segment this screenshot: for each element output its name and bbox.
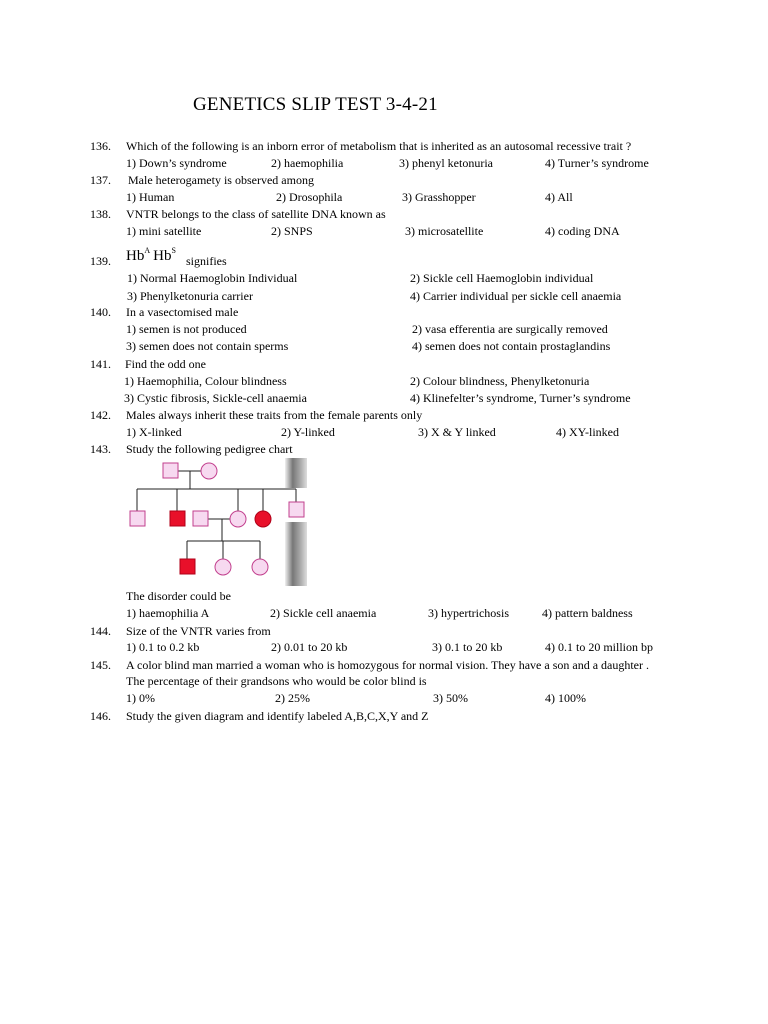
male-normal <box>289 502 304 517</box>
question-text: In a vasectomised male <box>126 305 239 319</box>
option-4: 4) pattern baldness <box>542 606 633 620</box>
option-4: 4) Turner’s syndrome <box>545 156 649 170</box>
scan-shadow <box>285 458 307 488</box>
question-number: 139. <box>90 254 111 268</box>
option-2: 2) Y-linked <box>281 425 335 439</box>
option-3: 3) Grasshopper <box>402 190 476 204</box>
female-normal <box>230 511 246 527</box>
option-1: 1) Normal Haemoglobin Individual <box>127 271 298 285</box>
option-1: 1) haemophilia A <box>126 606 210 620</box>
male-affected <box>170 511 185 526</box>
question-number: 138. <box>90 207 111 221</box>
question-text: Male heterogamety is observed among <box>128 173 314 187</box>
option-3: 3) Cystic fibrosis, Sickle-cell anaemia <box>124 391 307 405</box>
question-number: 136. <box>90 139 111 153</box>
option-3: 3) Phenylketonuria carrier <box>127 289 253 303</box>
question-text: Study the following pedigree chart <box>126 442 293 456</box>
option-1: 1) X-linked <box>126 425 182 439</box>
male-normal <box>163 463 178 478</box>
option-1: 1) mini satellite <box>126 224 202 238</box>
question-number: 143. <box>90 442 111 456</box>
question-text: A color blind man married a woman who is homozygous for normal vision. They have a son and a daughter . <box>126 658 649 672</box>
option-1: 1) 0.1 to 0.2 kb <box>126 640 200 654</box>
question-number: 144. <box>90 624 111 638</box>
option-4: 4) coding DNA <box>545 224 620 238</box>
option-4: 4) 0.1 to 20 million bp <box>545 640 653 654</box>
question-number: 137. <box>90 173 111 187</box>
option-4: 4) 100% <box>545 691 586 705</box>
female-normal <box>252 559 268 575</box>
option-2: 2) vasa efferentia are surgically removed <box>412 322 608 336</box>
option-3: 3) X & Y linked <box>418 425 496 439</box>
option-2: 2) Drosophila <box>276 190 343 204</box>
option-2: 2) Colour blindness, Phenylketonuria <box>410 374 590 388</box>
male-normal <box>193 511 208 526</box>
question-text: Size of the VNTR varies from <box>126 624 271 638</box>
page-title: GENETICS SLIP TEST 3-4-21 <box>193 94 438 115</box>
pedigree-chart <box>125 456 315 588</box>
sub-question-text: The disorder could be <box>126 589 231 603</box>
option-1: 1) Human <box>126 190 175 204</box>
question-number: 141. <box>90 357 111 371</box>
option-4: 4) All <box>545 190 573 204</box>
hb-notation: $Hb^A$ $Hb^S$ <box>126 246 176 264</box>
option-4: 4) semen does not contain prostaglandins <box>412 339 611 353</box>
option-2: 2) 0.01 to 20 kb <box>271 640 348 654</box>
option-4: 4) XY-linked <box>556 425 619 439</box>
option-3: 3) 50% <box>433 691 468 705</box>
option-1: 1) Haemophilia, Colour blindness <box>124 374 287 388</box>
question-text: Find the odd one <box>125 357 206 371</box>
female-normal <box>215 559 231 575</box>
option-3: 3) microsatellite <box>405 224 484 238</box>
option-4: 4) Carrier individual per sickle cell anaemia <box>410 289 622 303</box>
option-3: 3) 0.1 to 20 kb <box>432 640 503 654</box>
option-4: 4) Klinefelter’s syndrome, Turner’s syndrome <box>410 391 631 405</box>
female-affected <box>255 511 271 527</box>
question-number: 142. <box>90 408 111 422</box>
option-2: 2) Sickle cell anaemia <box>270 606 377 620</box>
option-2: 2) haemophilia <box>271 156 344 170</box>
female-normal <box>201 463 217 479</box>
question-text: signifies <box>186 254 227 268</box>
option-1: 1) semen is not produced <box>126 322 247 336</box>
question-number: 146. <box>90 709 111 723</box>
option-1: 1) 0% <box>126 691 155 705</box>
option-1: 1) Down’s syndrome <box>126 156 227 170</box>
question-text: VNTR belongs to the class of satellite DNA known as <box>126 207 386 221</box>
option-2: 2) Sickle cell Haemoglobin individual <box>410 271 594 285</box>
question-number: 140. <box>90 305 111 319</box>
option-3: 3) hypertrichosis <box>428 606 509 620</box>
option-2: 2) SNPS <box>271 224 313 238</box>
option-2: 2) 25% <box>275 691 310 705</box>
scan-shadow <box>285 522 307 586</box>
question-text: Study the given diagram and identify labeled A,B,C,X,Y and Z <box>126 709 429 723</box>
option-3: 3) semen does not contain sperms <box>126 339 289 353</box>
question-number: 145. <box>90 658 111 672</box>
question-text: Which of the following is an inborn error of metabolism that is inherited as an autosomal recessive trait ? <box>126 139 632 153</box>
male-affected <box>180 559 195 574</box>
male-normal <box>130 511 145 526</box>
option-3: 3) phenyl ketonuria <box>399 156 493 170</box>
question-text-continued: The percentage of their grandsons who would be color blind is <box>126 674 427 688</box>
question-text: Males always inherit these traits from the female parents only <box>126 408 423 422</box>
